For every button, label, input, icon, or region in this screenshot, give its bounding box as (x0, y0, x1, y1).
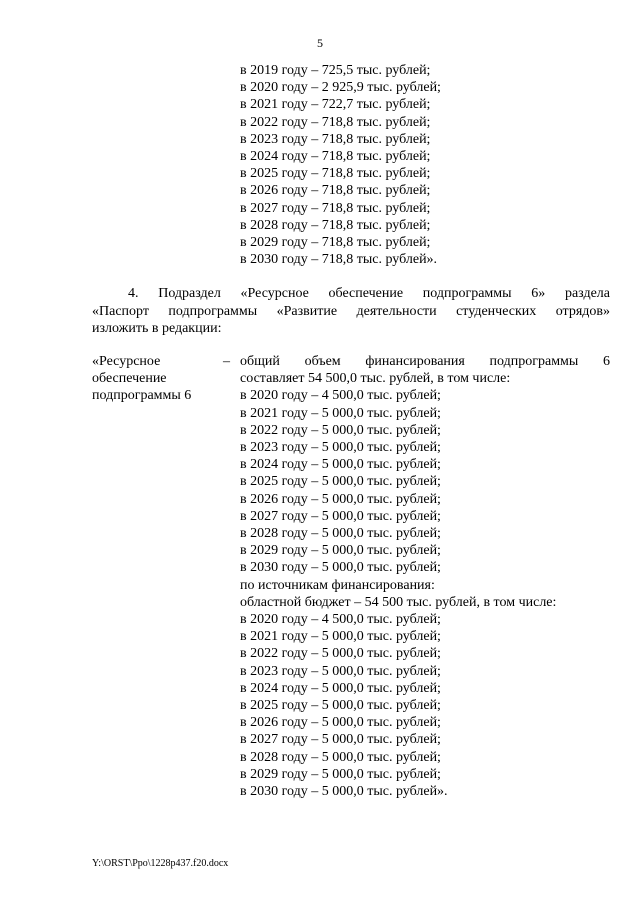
list-item: в 2023 году – 718,8 тыс. рублей; (240, 131, 431, 147)
funding-years-list (240, 62, 441, 268)
section-label-line: «Ресурсное (92, 354, 161, 369)
list-item: в 2021 году – 5 000,0 тыс. рублей; (240, 405, 441, 421)
list-item: в 2023 году – 5 000,0 тыс. рублей; (240, 440, 441, 456)
list-item: в 2026 году – 718,8 тыс. рублей; (240, 183, 431, 199)
list-item: в 2024 году – 718,8 тыс. рублей; (240, 149, 431, 165)
list-item: в 2022 году – 5 000,0 тыс. рублей; (240, 646, 441, 662)
list-item: в 2023 году – 5 000,0 тыс. рублей; (240, 663, 441, 679)
list-item: в 2027 году – 718,8 тыс. рублей; (240, 200, 431, 216)
list-item: в 2029 году – 718,8 тыс. рублей; (240, 235, 431, 251)
list-item: в 2028 году – 5 000,0 тыс. рублей; (240, 526, 441, 542)
list-item: в 2022 году – 5 000,0 тыс. рублей; (240, 422, 441, 438)
footer-file-path: Y:\ORST\Ppo\1228p437.f20.docx (92, 858, 229, 869)
section-dash: – (223, 354, 230, 369)
list-item: в 2027 году – 5 000,0 тыс. рублей; (240, 732, 441, 748)
list-item: в 2030 году – 5 000,0 тыс. рублей; (240, 560, 441, 576)
list-item: в 2019 году – 725,5 тыс. рублей; (240, 63, 431, 78)
list-item: в 2025 году – 5 000,0 тыс. рублей; (240, 698, 441, 714)
list-item: в 2028 году – 5 000,0 тыс. рублей; (240, 749, 441, 765)
page-number: 5 (317, 36, 323, 50)
section-label-line: обеспечение (92, 371, 167, 387)
paragraph-line: 4. Подраздел «Ресурсное обеспечение подпрограммы 6» раздела (128, 286, 610, 301)
list-item: в 2029 году – 5 000,0 тыс. рублей; (240, 543, 441, 559)
list-item: в 2020 году – 2 925,9 тыс. рублей; (240, 80, 441, 96)
list-item: в 2020 году – 4 500,0 тыс. рублей; (240, 612, 441, 628)
paragraph-line: «Паспорт подпрограммы «Развитие деятельности студенческих отрядов» (92, 303, 610, 319)
list-item: в 2027 году – 5 000,0 тыс. рублей; (240, 508, 441, 524)
list-item: в 2026 году – 5 000,0 тыс. рублей; (240, 491, 441, 507)
list-item: в 2030 году – 5 000,0 тыс. рублей». (240, 784, 448, 800)
list-item: в 2025 году – 5 000,0 тыс. рублей; (240, 474, 441, 490)
section-body (240, 353, 610, 800)
list-item: в 2024 году – 5 000,0 тыс. рублей; (240, 680, 441, 696)
section-label (92, 353, 191, 405)
list-item: областной бюджет – 54 500 тыс. рублей, в том числе: (240, 594, 557, 610)
list-item: в 2021 году – 722,7 тыс. рублей; (240, 97, 431, 113)
list-item: в 2026 году – 5 000,0 тыс. рублей; (240, 715, 441, 731)
section-label-line: подпрограммы 6 (92, 388, 192, 404)
paragraph-line: изложить в редакции: (92, 321, 222, 336)
list-item: в 2028 году – 718,8 тыс. рублей; (240, 217, 431, 233)
list-item: в 2029 году – 5 000,0 тыс. рублей; (240, 766, 441, 782)
list-item: в 2024 году – 5 000,0 тыс. рублей; (240, 457, 441, 473)
list-item: в 2021 году – 5 000,0 тыс. рублей; (240, 629, 441, 645)
list-item: по источникам финансирования: (240, 577, 435, 593)
list-item: составляет 54 500,0 тыс. рублей, в том числе: (240, 371, 511, 387)
list-item: в 2022 году – 718,8 тыс. рублей; (240, 114, 431, 130)
list-item: в 2030 году – 718,8 тыс. рублей». (240, 252, 438, 268)
amendment-paragraph (92, 285, 610, 338)
section-body-first-line: общий объем финансирования подпрограммы 6 (240, 354, 610, 369)
list-item: в 2025 году – 718,8 тыс. рублей; (240, 166, 431, 182)
list-item: в 2020 году – 4 500,0 тыс. рублей; (240, 388, 441, 404)
